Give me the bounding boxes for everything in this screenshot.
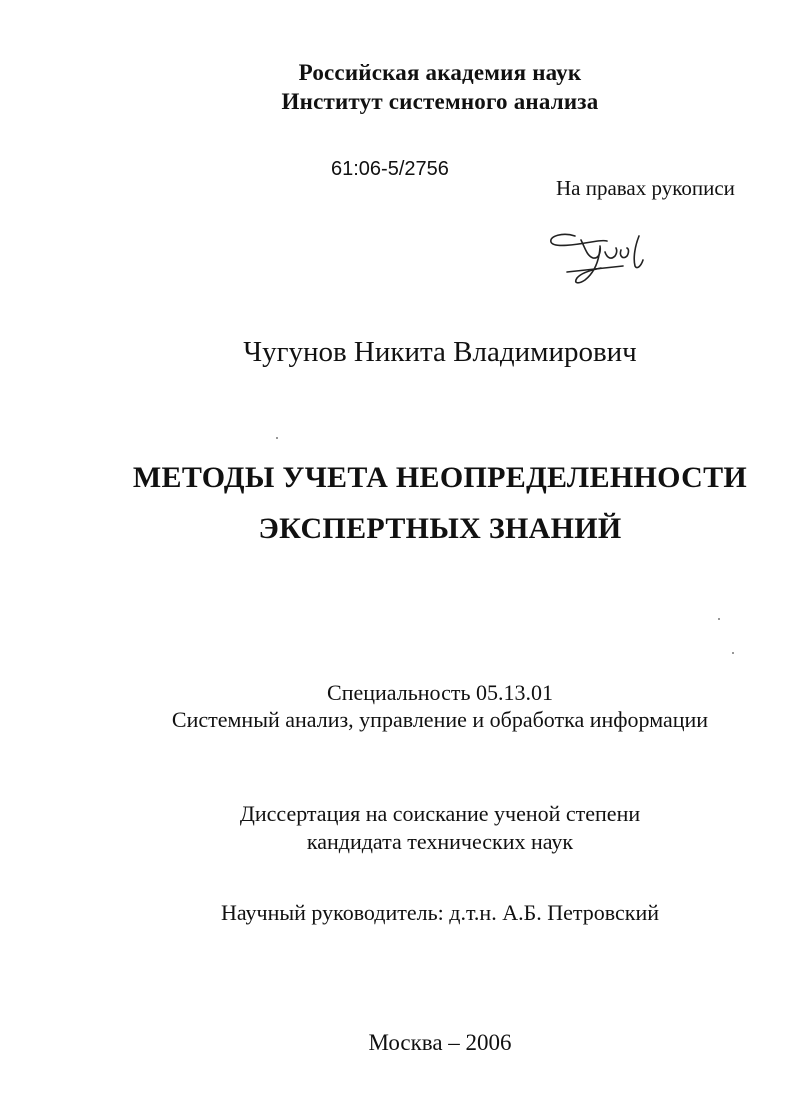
thesis-title-line-2: ЭКСПЕРТНЫХ ЗНАНИЙ <box>258 512 622 545</box>
author-name: Чугунов Никита Владимирович <box>243 336 637 368</box>
place-and-year: Москва – 2006 <box>368 1030 512 1055</box>
degree-line-1: Диссертация на соискание ученой степени <box>239 801 641 826</box>
specialty-name: Системный анализ, управление и обработка информации <box>171 707 709 732</box>
scientific-advisor: Научный руководитель: д.т.н. А.Б. Петровский <box>220 900 660 925</box>
catalog-number: 61:06-5/2756 <box>331 158 449 180</box>
specialty-code: Специальность 05.13.01 <box>327 680 553 705</box>
signature-icon <box>545 226 670 291</box>
scan-speck <box>276 437 278 439</box>
thesis-title-line-1: МЕТОДЫ УЧЕТА НЕОПРЕДЕЛЕННОСТИ <box>132 461 748 494</box>
organization-name: Российская академия наук <box>298 60 582 85</box>
degree-line-2: кандидата технических наук <box>306 829 574 854</box>
scan-speck <box>732 652 734 654</box>
institute-name: Институт системного анализа <box>281 89 599 114</box>
scan-speck <box>718 618 720 620</box>
manuscript-rights-note: На правах рукописи <box>556 176 735 200</box>
